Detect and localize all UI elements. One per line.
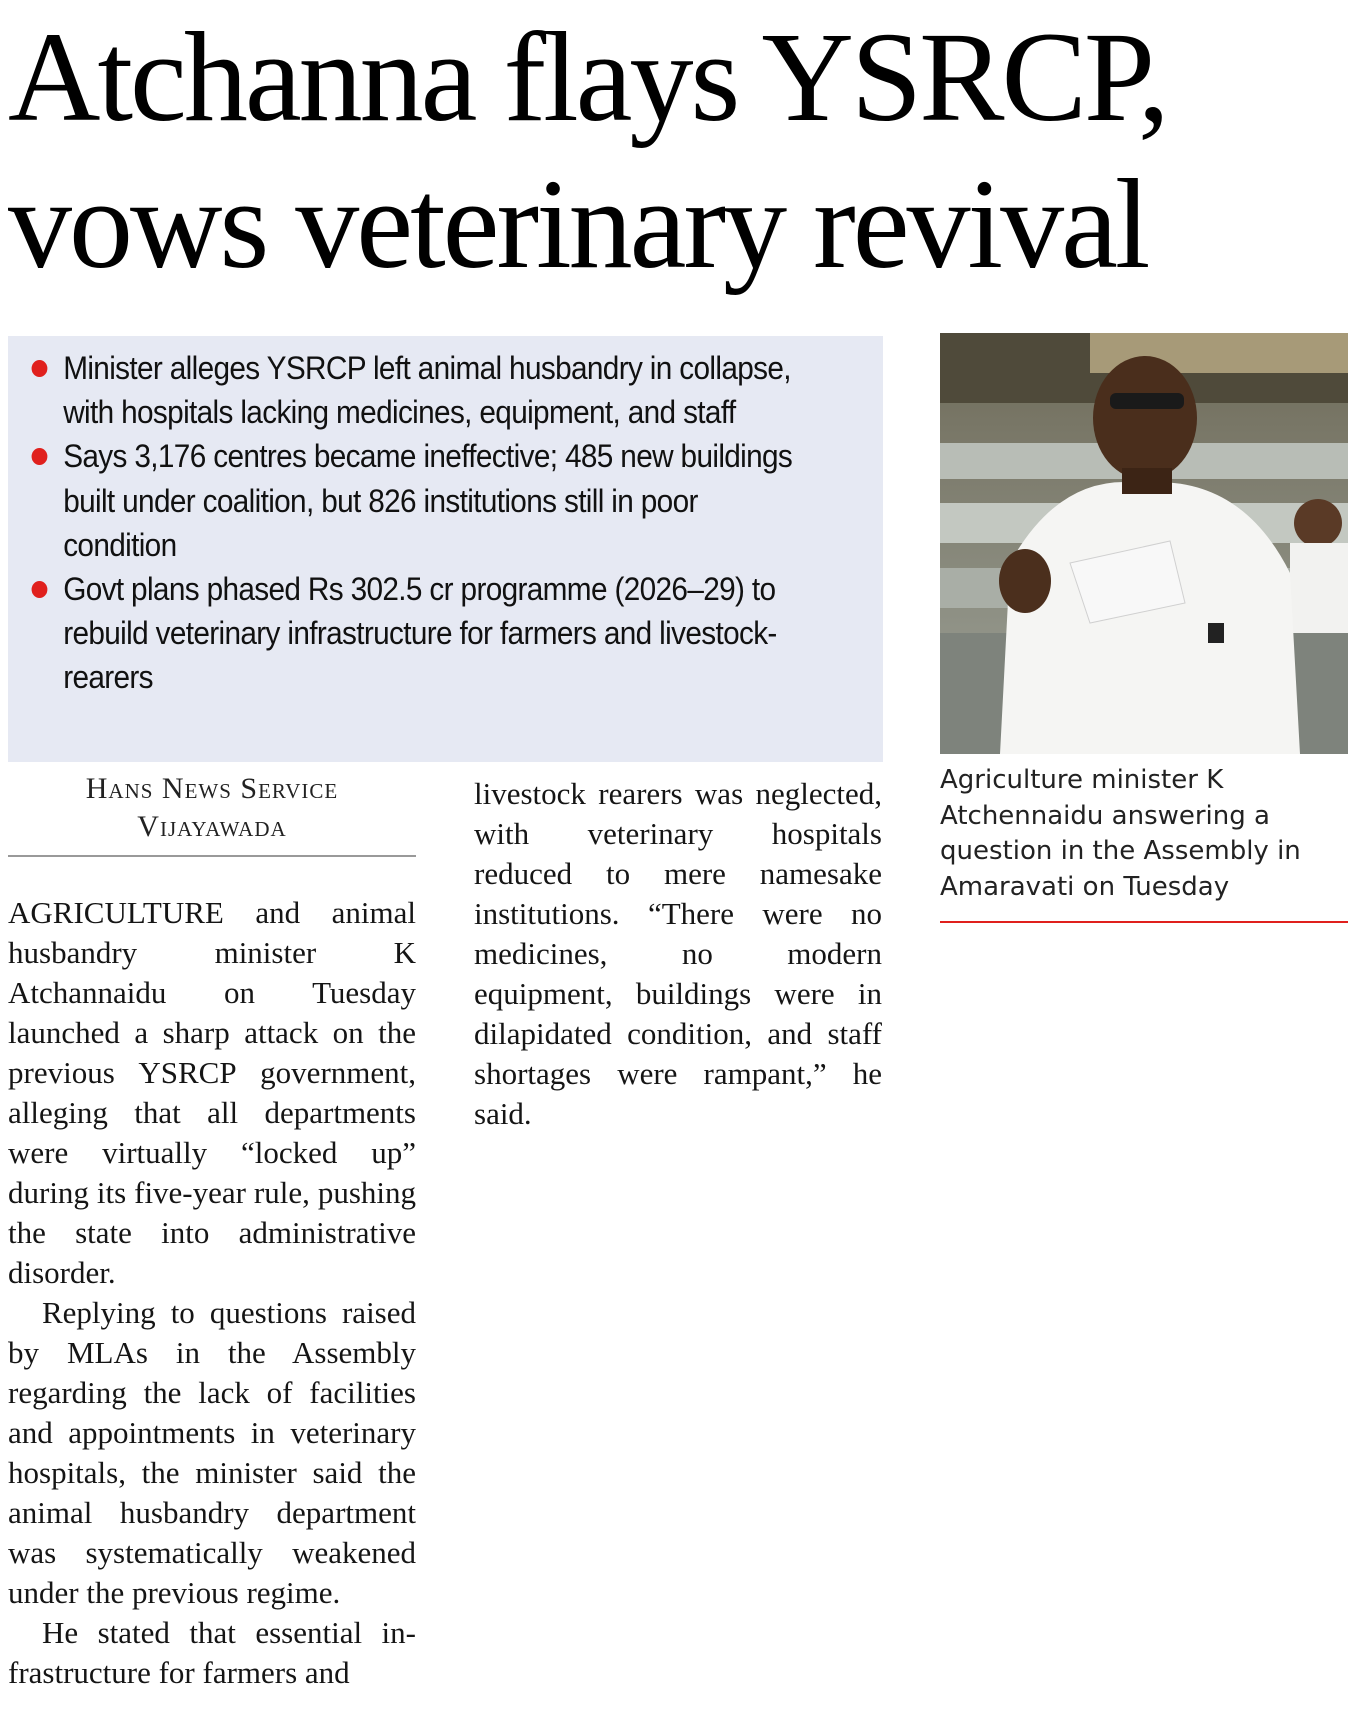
summary-point <box>26 346 807 434</box>
headline <box>8 4 1346 298</box>
caption-divider <box>940 921 1348 923</box>
bullet-icon <box>32 448 48 465</box>
minister-photo-illustration <box>940 333 1348 754</box>
bullet-icon <box>32 360 48 377</box>
summary-point-text: Says 3,176 centres became ineffective; 485 new buildings built under coalition, but 826 institutions still in poor condition <box>63 438 793 563</box>
byline-divider <box>8 855 416 857</box>
article-column-2 <box>474 774 882 1134</box>
byline-agency: Hans News Service <box>85 772 339 805</box>
byline <box>8 770 416 846</box>
summary-list <box>26 346 863 700</box>
headline-line-2: vows veterinary revival <box>8 153 1148 295</box>
article-column-1 <box>8 893 416 1693</box>
bullet-icon <box>32 581 48 598</box>
photo-caption: Agriculture minister K Atchennaidu answering a question in the Assembly in Amaravati on Tuesday <box>940 765 1301 902</box>
article-paragraph: Replying to questions raised by MLAs in the Assembly regarding the lack of facilities and appointments in veterinary hospitals, the minister said the animal husbandry department was systematically weakened under the previous regime. <box>8 1295 416 1610</box>
byline-location: Vijayawada <box>137 810 287 843</box>
minister-photo <box>940 333 1348 754</box>
summary-point <box>26 567 807 700</box>
article-paragraph: He stated that essential infrastructure for farmers and <box>8 1615 416 1690</box>
article-paragraph: AGRICULTURE and animal husbandry minister K Atchannaidu on Tuesday launched a sharp attack on the previous YSRCP government, alleging that all departments were virtually “locked up” during its five-year rule, pushing the state into administrative disorder. <box>8 895 416 1290</box>
summary-point <box>26 434 807 567</box>
summary-box <box>8 336 883 762</box>
summary-point-text: Minister alleges YSRCP left animal husbandry in collapse, with hospitals lacking medicines, equipment, and staff <box>63 350 791 431</box>
headline-line-1: Atchanna flays YSRCP, <box>8 6 1167 148</box>
article-paragraph-continued: livestock rearers was neglected, with veterinary hospitals reduced to mere namesake institutions. “There were no medicines, no modern equipment, buildings were in dilapidated condition, and staff shortages were rampant,” he said. <box>474 776 882 1131</box>
summary-point-text: Govt plans phased Rs 302.5 cr programme (2026–29) to rebuild veterinary infrastructure for farmers and livestock-rearers <box>63 571 777 696</box>
